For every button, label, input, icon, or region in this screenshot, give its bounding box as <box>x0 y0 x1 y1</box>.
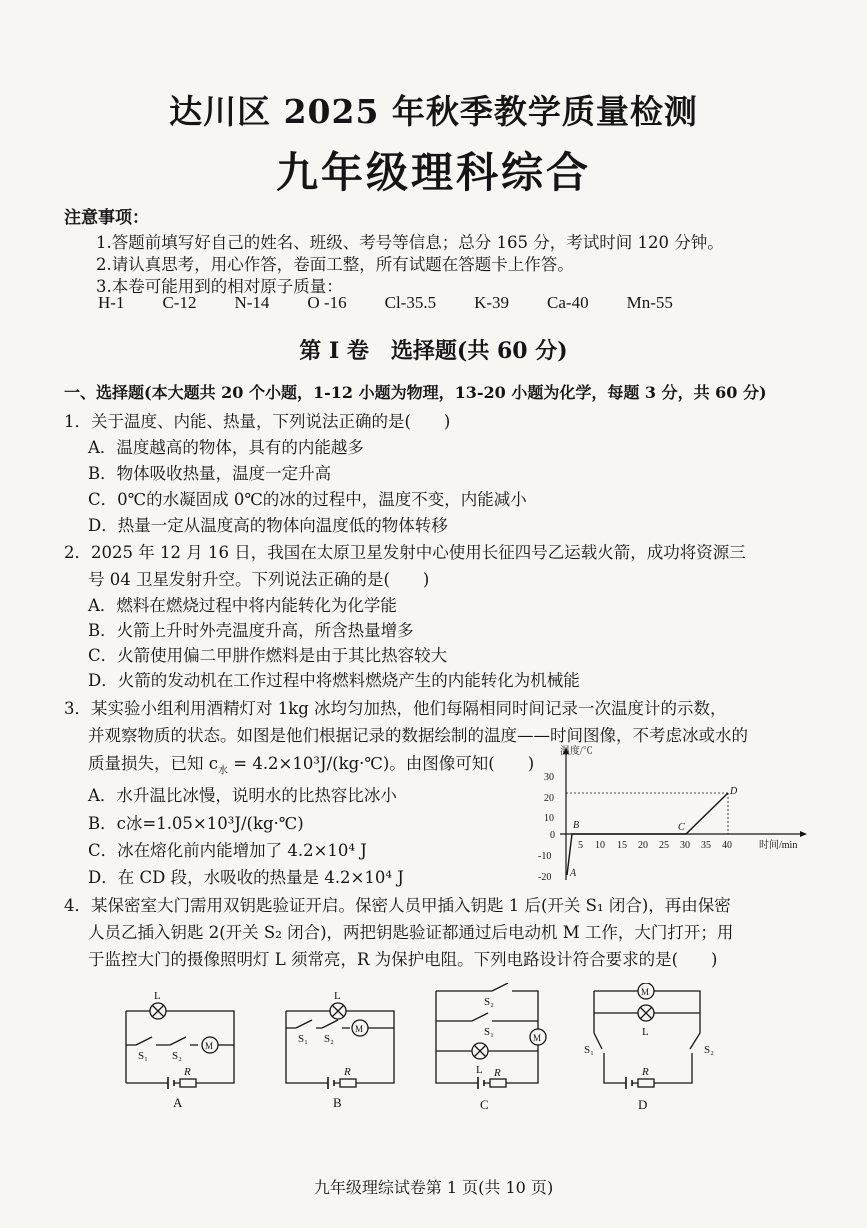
atomic-mass: Cl-35.5 <box>384 293 437 312</box>
battery-icon <box>328 1077 334 1089</box>
page-footer: 九年级理综试卷第 1 页(共 10 页) <box>313 1178 554 1197</box>
section-heading <box>0 334 867 365</box>
svg-text:M: M <box>533 1033 542 1043</box>
q4-stem-line2: 人员乙插入钥匙 2(开关 S₂ 闭合)，两把钥匙验证都通过后电动机 M 工作，大门打开；用 <box>88 923 734 942</box>
q3-option-a: A．水升温比冰慢，说明水的比热容比冰小 <box>88 786 397 805</box>
q1-option-d: D．热量一定从温度高的物体向温度低的物体转移 <box>88 516 448 535</box>
x-tick: 20 <box>638 840 648 851</box>
atomic-mass: K-39 <box>474 293 510 312</box>
y-tick: -10 <box>538 851 552 862</box>
circuit-diagram-a <box>118 983 246 1113</box>
svg-text:R: R <box>184 1066 191 1078</box>
q2-option-b: B．火箭上升时外壳温度升高，所含热量增多 <box>88 621 414 640</box>
circuit-diagram-c <box>428 983 560 1115</box>
section-name: 选择题(共 60 分) <box>390 338 568 364</box>
svg-text:M: M <box>641 987 650 997</box>
svg-text:R: R <box>642 1066 649 1078</box>
battery-icon <box>168 1077 174 1089</box>
svg-text:M: M <box>205 1041 214 1051</box>
q3-option-c: C．冰在熔化前内能增加了 4.2×10⁴ J <box>88 841 367 860</box>
atomic-mass: N-14 <box>234 293 270 312</box>
point-label: D <box>730 786 738 797</box>
x-axis-arrow <box>800 831 807 837</box>
q3-option-d: D．在 CD 段，水吸收的热量是 4.2×10⁴ J <box>88 868 404 887</box>
section-instruction: 一、选择题(本大题共 20 个小题，1-12 小题为物理，13-20 小题为化学，每题 3 分，共 60 分) <box>64 383 767 402</box>
y-tick: 0 <box>550 830 555 841</box>
exam-subject: 九年级理科综合 <box>275 148 591 197</box>
notice-item: 2.请认真思考，用心作答，卷面工整，所有试题在答题卡上作答。 <box>96 255 574 274</box>
svg-text:L: L <box>476 1064 483 1076</box>
circuit-diagram-b <box>278 983 406 1113</box>
svg-text:D: D <box>638 1097 648 1112</box>
point-label: C <box>678 822 685 833</box>
svg-text:L: L <box>334 990 341 1002</box>
x-tick: 10 <box>595 840 605 851</box>
x-tick: 25 <box>659 840 669 851</box>
svg-text:L: L <box>154 990 161 1002</box>
resistor-icon <box>638 1079 654 1087</box>
svg-text:S₂: S₂ <box>484 996 494 1008</box>
resistor-icon <box>180 1079 196 1087</box>
svg-text:R: R <box>494 1067 501 1079</box>
point-label: B <box>573 820 580 831</box>
q2-stem-line1: 2．2025 年 12 月 16 日，我国在太原卫星发射中心使用长征四号乙运载火箭，成功将资源三 <box>64 543 746 562</box>
atomic-mass: O -16 <box>307 293 347 312</box>
svg-text:S₂: S₂ <box>324 1033 334 1045</box>
notice-item: 1.答题前填写好自己的姓名、班级、考号等信息；总分 165 分，考试时间 120 分钟。 <box>96 233 724 252</box>
point-label: A <box>570 868 577 879</box>
svg-text:C: C <box>480 1097 489 1112</box>
atomic-mass: C-12 <box>162 293 197 312</box>
x-tick: 5 <box>578 840 583 851</box>
y-tick: 10 <box>544 813 554 824</box>
q2-stem-line2: 号 04 卫星发射升空。下列说法正确的是( ) <box>88 570 430 589</box>
atomic-mass: Mn-55 <box>626 293 673 312</box>
y-tick: 30 <box>544 772 554 783</box>
svg-text:S₂: S₂ <box>704 1044 714 1056</box>
q1-option-a: A．温度越高的物体，具有的内能越多 <box>88 438 364 457</box>
battery-icon <box>478 1077 484 1089</box>
resistor-icon <box>340 1079 356 1087</box>
circuit-diagram-d <box>580 983 720 1115</box>
atomic-mass: H-1 <box>98 293 125 312</box>
x-tick: 15 <box>617 840 627 851</box>
q3-stem-line2: 并观察物质的状态。如图是他们根据记录的数据绘制的温度——时间图像，不考虑冰或水的 <box>88 726 748 745</box>
x-axis-label: 时间/min <box>759 840 798 851</box>
atomic-masses <box>98 293 711 313</box>
section-part: 第 I 卷 <box>299 338 369 364</box>
q2-option-c: C．火箭使用偏二甲肼作燃料是由于其比热容较大 <box>88 646 448 665</box>
q2-option-d: D．火箭的发动机在工作过程中将燃料燃烧产生的内能转化为机械能 <box>88 671 580 690</box>
svg-text:M: M <box>355 1024 364 1034</box>
q1-option-b: B．物体吸收热量，温度一定升高 <box>88 464 332 483</box>
q3-option-b: B．c冰=1.05×10³J/(kg·℃) <box>88 814 304 833</box>
q3-stem-line1: 3．某实验小组利用酒精灯对 1kg 冰均匀加热，他们每隔相同时间记录一次温度计的示数， <box>64 699 727 718</box>
y-tick: 20 <box>544 793 554 804</box>
q1-stem: 1．关于温度、内能、热量，下列说法正确的是( ) <box>64 412 451 431</box>
q4-stem-line3: 于监控大门的摄像照明灯 L 须常亮，R 为保护电阻。下列电路设计符合要求的是( ) <box>88 950 718 969</box>
y-axis-label: 温度/℃ <box>560 746 593 757</box>
q2-option-a: A．燃料在燃烧过程中将内能转化为化学能 <box>88 596 397 615</box>
q3-stem-line3: 质量损失，已知 $c_水$ = 4.2×10³J/(kg·℃)。由图像可知( ) <box>88 754 535 777</box>
x-tick: 35 <box>701 840 711 851</box>
q4-stem-line1: 4．某保密室大门需用双钥匙验证开启。保密人员甲插入钥匙 1 后(开关 S₁ 闭合)，再由保密 <box>64 896 731 915</box>
svg-text:R: R <box>344 1066 351 1078</box>
x-tick: 30 <box>680 840 690 851</box>
atomic-mass: Ca-40 <box>547 293 589 312</box>
temperature-time-graph <box>530 742 810 887</box>
notice-item: 3.本卷可能用到的相对原子质量： <box>96 277 343 296</box>
svg-text:L: L <box>642 1026 649 1038</box>
svg-text:B: B <box>333 1095 342 1110</box>
svg-text:S₁: S₁ <box>584 1044 594 1056</box>
y-tick: -20 <box>538 872 552 883</box>
resistor-icon <box>490 1079 506 1087</box>
svg-text:S₁: S₁ <box>298 1033 308 1045</box>
q1-option-c: C．0℃的水凝固成 0℃的冰的过程中，温度不变，内能减小 <box>88 490 527 509</box>
svg-text:S₂: S₂ <box>172 1050 182 1062</box>
svg-text:S₁: S₁ <box>484 1026 494 1038</box>
notice-heading: 注意事项： <box>64 208 149 228</box>
x-tick: 40 <box>722 840 732 851</box>
exam-title: 达川区 2025 年秋季教学质量检测 <box>169 92 698 131</box>
battery-icon <box>626 1077 632 1089</box>
svg-text:S₁: S₁ <box>138 1050 148 1062</box>
svg-text:A: A <box>173 1095 183 1110</box>
